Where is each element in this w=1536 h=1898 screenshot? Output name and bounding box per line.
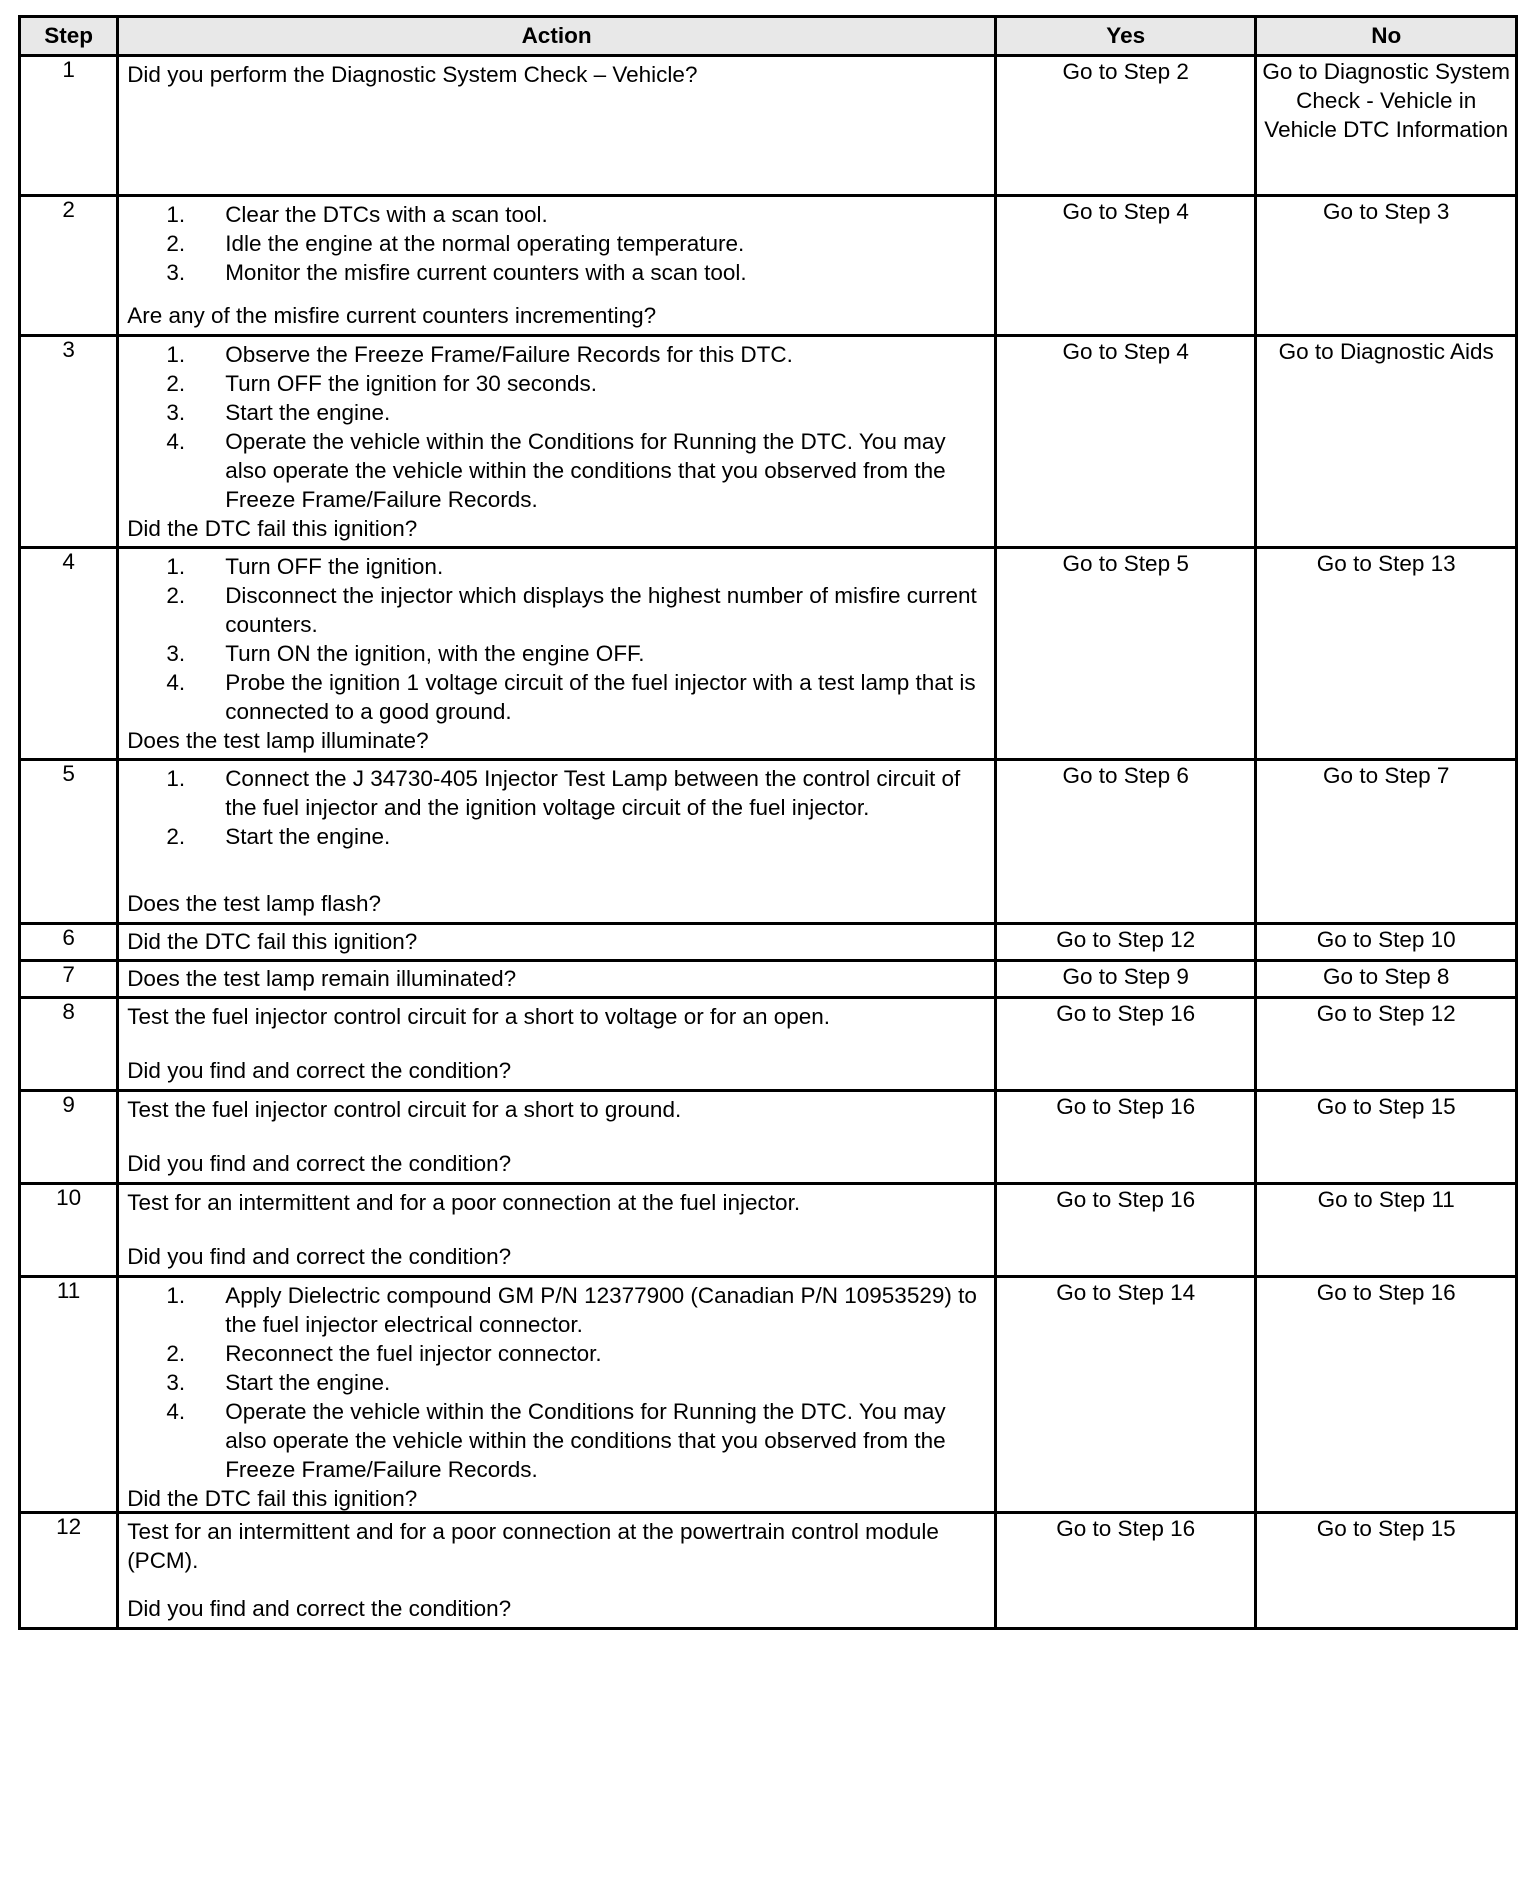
table-body — [20, 56, 1517, 1629]
step-index: 1. — [166, 202, 186, 227]
step-index: 1. — [166, 554, 186, 579]
action-instruction: Test for an intermittent and for a poor connection at the fuel injector. — [127, 1190, 801, 1215]
action-cell — [118, 336, 996, 548]
action-top — [127, 1188, 986, 1217]
yes-result: Go to Step 12 — [995, 924, 1256, 961]
action-content — [119, 549, 994, 758]
action-top — [127, 552, 986, 726]
action-question: Did you find and correct the condition? — [127, 1596, 512, 1621]
action-content — [119, 337, 994, 546]
step-text: Turn OFF the ignition. — [225, 554, 444, 579]
no-result: Go to Step 8 — [1256, 961, 1517, 998]
action-cell — [118, 548, 996, 760]
step-number: 4 — [20, 548, 118, 760]
yes-result: Go to Step 4 — [995, 196, 1256, 336]
action-instruction: Test the fuel injector control circuit for a short to ground. — [127, 1097, 682, 1122]
step-text: Connect the J 34730-405 Injector Test Lamp between the control circuit of the fuel injector and the ignition voltage circuit of the fuel injector. — [225, 766, 961, 820]
action-top — [127, 1281, 986, 1484]
yes-result: Go to Step 4 — [995, 336, 1256, 548]
step-index: 1. — [166, 342, 186, 367]
yes-result: Go to Step 9 — [995, 961, 1256, 998]
step-text: Operate the vehicle within the Conditions for Running the DTC. You may also operate the vehicle within the conditions that you observed from the Freeze Frame/Failure Records. — [225, 429, 946, 512]
header-no: No — [1256, 17, 1517, 56]
step-index: 1. — [166, 766, 186, 791]
table-header — [20, 17, 1517, 56]
header-step: Step — [20, 17, 118, 56]
table-row — [20, 961, 1517, 998]
yes-result: Go to Step 16 — [995, 998, 1256, 1091]
procedure-step — [127, 668, 986, 726]
action-cell — [118, 961, 996, 998]
step-text: Observe the Freeze Frame/Failure Records for this DTC. — [225, 342, 793, 367]
action-question: Did the DTC fail this ignition? — [127, 516, 418, 541]
yes-result: Go to Step 16 — [995, 1513, 1256, 1629]
action-content — [119, 197, 994, 334]
action-content — [119, 57, 994, 194]
procedure-list — [127, 552, 986, 726]
step-number: 10 — [20, 1184, 118, 1277]
step-text: Turn ON the ignition, with the engine OFF. — [225, 641, 645, 666]
diagnostic-table — [18, 15, 1518, 1630]
action-instruction: Test for an intermittent and for a poor connection at the powertrain control module (PCM). — [127, 1519, 939, 1573]
step-number: 2 — [20, 196, 118, 336]
step-index: 4. — [166, 670, 186, 695]
step-number: 1 — [20, 56, 118, 196]
table-row — [20, 548, 1517, 760]
action-instruction: Test the fuel injector control circuit for a short to voltage or for an open. — [127, 1004, 831, 1029]
no-result: Go to Step 12 — [1256, 998, 1517, 1091]
table-row — [20, 1513, 1517, 1629]
no-result: Go to Step 15 — [1256, 1091, 1517, 1184]
step-index: 3. — [166, 641, 186, 666]
procedure-step — [127, 340, 986, 369]
action-cell — [118, 998, 996, 1091]
action-content — [119, 1185, 994, 1275]
step-text: Reconnect the fuel injector connector. — [225, 1341, 602, 1366]
action-cell — [118, 760, 996, 924]
step-text: Turn OFF the ignition for 30 seconds. — [225, 371, 598, 396]
procedure-step — [127, 764, 986, 822]
action-top — [127, 764, 986, 851]
action-question: Did you perform the Diagnostic System Check – Vehicle? — [127, 62, 698, 87]
procedure-step — [127, 581, 986, 639]
procedure-step — [127, 200, 986, 229]
yes-result: Go to Step 16 — [995, 1091, 1256, 1184]
header-row — [20, 17, 1517, 56]
action-cell — [118, 56, 996, 196]
table-row — [20, 1091, 1517, 1184]
step-number: 9 — [20, 1091, 118, 1184]
step-index: 2. — [166, 371, 186, 396]
yes-result: Go to Step 6 — [995, 760, 1256, 924]
action-content — [119, 761, 994, 922]
action-question: Does the test lamp illuminate? — [127, 728, 429, 753]
yes-result: Go to Step 2 — [995, 56, 1256, 196]
action-question: Did you find and correct the condition? — [127, 1058, 512, 1083]
procedure-step — [127, 1281, 986, 1339]
no-result: Go to Step 11 — [1256, 1184, 1517, 1277]
table-row — [20, 56, 1517, 196]
action-top — [127, 340, 986, 514]
step-index: 2. — [166, 583, 186, 608]
action-cell — [118, 196, 996, 336]
step-text: Start the engine. — [225, 824, 391, 849]
header-action: Action — [118, 17, 996, 56]
table-row — [20, 336, 1517, 548]
step-index: 4. — [166, 1399, 186, 1424]
step-number: 7 — [20, 961, 118, 998]
no-result: Go to Diagnostic Aids — [1256, 336, 1517, 548]
procedure-step — [127, 229, 986, 258]
procedure-list — [127, 340, 986, 514]
procedure-list — [127, 764, 986, 851]
procedure-step — [127, 369, 986, 398]
no-result: Go to Diagnostic System Check - Vehicle in Vehicle DTC Information — [1256, 56, 1517, 196]
yes-result: Go to Step 16 — [995, 1184, 1256, 1277]
action-question: Did the DTC fail this ignition? — [127, 929, 418, 954]
step-index: 2. — [166, 824, 186, 849]
action-content — [119, 1278, 994, 1511]
no-result: Go to Step 13 — [1256, 548, 1517, 760]
table-row — [20, 1277, 1517, 1513]
procedure-list — [127, 200, 986, 287]
no-result: Go to Step 15 — [1256, 1513, 1517, 1629]
action-top — [127, 1517, 986, 1575]
step-index: 3. — [166, 1370, 186, 1395]
action-cell — [118, 1184, 996, 1277]
table-row — [20, 760, 1517, 924]
action-question: Does the test lamp flash? — [127, 891, 382, 916]
step-index: 4. — [166, 429, 186, 454]
step-number: 6 — [20, 924, 118, 961]
procedure-step — [127, 822, 986, 851]
yes-result: Go to Step 5 — [995, 548, 1256, 760]
action-content — [119, 1514, 994, 1627]
action-top — [127, 200, 986, 287]
procedure-step — [127, 427, 986, 514]
step-number: 5 — [20, 760, 118, 924]
step-text: Start the engine. — [225, 400, 391, 425]
table-row — [20, 196, 1517, 336]
step-text: Idle the engine at the normal operating temperature. — [225, 231, 745, 256]
procedure-step — [127, 552, 986, 581]
step-index: 3. — [166, 400, 186, 425]
action-content — [119, 925, 994, 959]
action-question: Did you find and correct the condition? — [127, 1151, 512, 1176]
step-index: 3. — [166, 260, 186, 285]
procedure-step — [127, 258, 986, 287]
action-content — [119, 999, 994, 1089]
action-cell — [118, 924, 996, 961]
procedure-step — [127, 398, 986, 427]
procedure-list — [127, 1281, 986, 1484]
step-number: 8 — [20, 998, 118, 1091]
action-cell — [118, 1091, 996, 1184]
action-content — [119, 1092, 994, 1182]
action-content — [119, 962, 994, 996]
action-question: Did the DTC fail this ignition? — [127, 1486, 418, 1511]
procedure-step — [127, 1339, 986, 1368]
step-text: Operate the vehicle within the Conditions for Running the DTC. You may also operate the vehicle within the conditions that you observed from the Freeze Frame/Failure Records. — [225, 1399, 946, 1482]
action-question: Does the test lamp remain illuminated? — [127, 966, 517, 991]
step-text: Apply Dielectric compound GM P/N 12377900 (Canadian P/N 10953529) to the fuel injector electrical connector. — [225, 1283, 977, 1337]
no-result: Go to Step 16 — [1256, 1277, 1517, 1513]
step-index: 2. — [166, 231, 186, 256]
action-question: Are any of the misfire current counters incrementing? — [127, 303, 657, 328]
step-text: Start the engine. — [225, 1370, 391, 1395]
procedure-step — [127, 639, 986, 668]
step-number: 11 — [20, 1277, 118, 1513]
step-text: Clear the DTCs with a scan tool. — [225, 202, 548, 227]
action-cell — [118, 1513, 996, 1629]
table-row — [20, 1184, 1517, 1277]
table-row — [20, 924, 1517, 961]
procedure-step — [127, 1368, 986, 1397]
step-number: 3 — [20, 336, 118, 548]
no-result: Go to Step 7 — [1256, 760, 1517, 924]
step-text: Disconnect the injector which displays the highest number of misfire current counters. — [225, 583, 977, 637]
action-top — [127, 1095, 986, 1124]
table-row — [20, 998, 1517, 1091]
yes-result: Go to Step 14 — [995, 1277, 1256, 1513]
step-index: 1. — [166, 1283, 186, 1308]
action-top — [127, 1002, 986, 1031]
no-result: Go to Step 10 — [1256, 924, 1517, 961]
step-text: Probe the ignition 1 voltage circuit of the fuel injector with a test lamp that is connected to a good ground. — [225, 670, 976, 724]
header-yes: Yes — [995, 17, 1256, 56]
step-index: 2. — [166, 1341, 186, 1366]
no-result: Go to Step 3 — [1256, 196, 1517, 336]
procedure-step — [127, 1397, 986, 1484]
step-text: Monitor the misfire current counters with a scan tool. — [225, 260, 747, 285]
action-question: Did you find and correct the condition? — [127, 1244, 512, 1269]
action-cell — [118, 1277, 996, 1513]
step-number: 12 — [20, 1513, 118, 1629]
